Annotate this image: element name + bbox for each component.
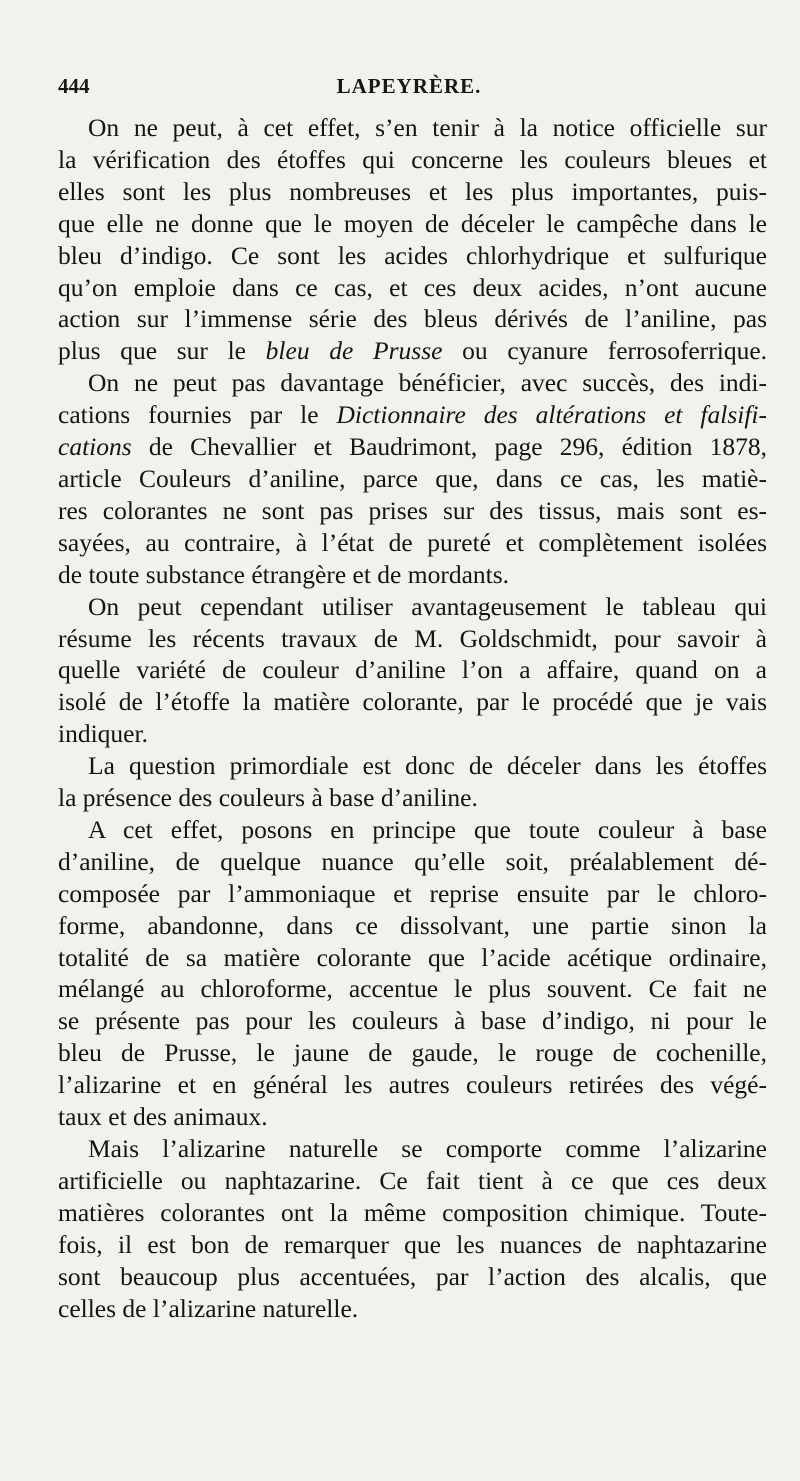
text-line: indiquer. — [58, 719, 148, 749]
text-line: matières colorantes ont la même composition chimique. Toute- — [58, 1197, 767, 1227]
text-line: On peut cependant utiliser avantageusement le tableau qui — [88, 591, 767, 621]
text-line: la vérification des étoffes qui concerne les couleurs bleues et — [58, 144, 767, 174]
text-line: sont beaucoup plus accentuées, par l’action des alcalis, que — [58, 1261, 767, 1291]
paragraph — [58, 1133, 767, 1324]
text-line: elles sont les plus nombreuses et les plus importantes, puis- — [58, 176, 767, 206]
text-line: qu’on emploie dans ce cas, et ces deux acides, n’ont aucune — [58, 272, 767, 302]
text-line: d’aniline, de quelque nuance qu’elle soit, préalablement dé- — [58, 846, 767, 876]
text-line: article Couleurs d’aniline, parce que, dans ce cas, les matiè- — [58, 463, 767, 493]
text-line: de toute substance étrangère et de mordants. — [58, 559, 510, 589]
text-line: l’alizarine et en général les autres couleurs retirées des végé- — [58, 1070, 767, 1100]
text-line: la présence des couleurs à base d’aniline. — [58, 783, 478, 813]
body-text — [58, 112, 767, 1324]
text-line: plus que sur le bleu de Prusse ou cyanure ferrosoferrique. — [58, 336, 768, 366]
text-line: bleu d’indigo. Ce sont les acides chlorhydrique et sulfurique — [58, 240, 767, 270]
text-line: fois, il est bon de remarquer que les nuances de naphtazarine — [58, 1229, 767, 1259]
text-line: mélangé au chloroforme, accentue le plus souvent. Ce fait ne — [58, 974, 767, 1004]
text-line: totalité de sa matière colorante que l’acide acétique ordinaire, — [58, 942, 767, 972]
text-line: bleu de Prusse, le jaune de gaude, le rouge de cochenille, — [58, 1038, 767, 1068]
text-line: La question primordiale est donc de déceler dans les étoffes — [88, 751, 767, 781]
text-line: composée par l’ammoniaque et reprise ensuite par le chloro- — [58, 878, 767, 908]
text-line: que elle ne donne que le moyen de déceler le campêche dans le — [58, 208, 767, 238]
paragraph — [58, 814, 767, 1133]
text-line: On ne peut, à cet effet, s’en tenir à la notice officielle sur — [88, 113, 767, 142]
text-line: résume les récents travaux de M. Goldschmidt, pour savoir à — [58, 623, 767, 653]
paragraph — [58, 750, 767, 814]
text-line: sayées, au contraire, à l’état de pureté et complètement isolées — [58, 527, 767, 557]
italic-title: bleu de Prusse — [265, 336, 443, 366]
text-line: cations de Chevallier et Baudrimont, page 296, édition 1878, — [58, 432, 767, 462]
text-line: quelle variété de couleur d’aniline l’on a affaire, quand on a — [58, 655, 767, 685]
text-line: A cet effet, posons en principe que toute couleur à base — [88, 814, 767, 844]
page-header — [58, 74, 760, 104]
text-line: se présente pas pour les couleurs à base d’indigo, ni pour le — [58, 1006, 767, 1036]
text-line: artificielle ou naphtazarine. Ce fait tient à ce que ces deux — [58, 1165, 767, 1195]
text-line: taux et des animaux. — [58, 1102, 268, 1132]
page-number: 444 — [58, 74, 90, 98]
italic-title: Dictionnaire des altérations et falsifi- — [336, 400, 767, 430]
paragraph — [58, 591, 767, 751]
running-head: LAPEYRÈRE. — [336, 74, 482, 98]
italic-title: cations — [58, 432, 132, 462]
text-line: forme, abandonne, dans ce dissolvant, une partie sinon la — [58, 910, 767, 940]
text-line: celles de l’alizarine naturelle. — [58, 1293, 359, 1323]
text-line: res colorantes ne sont pas prises sur des tissus, mais sont es- — [58, 495, 767, 525]
paragraph — [58, 112, 767, 367]
text-line: On ne peut pas davantage bénéficier, avec succès, des indi- — [88, 368, 767, 398]
text-line: action sur l’immense série des bleus dérivés de l’aniline, pas — [58, 304, 767, 334]
text-line: Mais l’alizarine naturelle se comporte comme l’alizarine — [88, 1134, 767, 1163]
paragraph — [58, 367, 767, 590]
text-line: cations fournies par le Dictionnaire des altérations et falsifi- — [58, 400, 767, 430]
text-line: isolé de l’étoffe la matière colorante, par le procédé que je vais — [58, 687, 767, 717]
